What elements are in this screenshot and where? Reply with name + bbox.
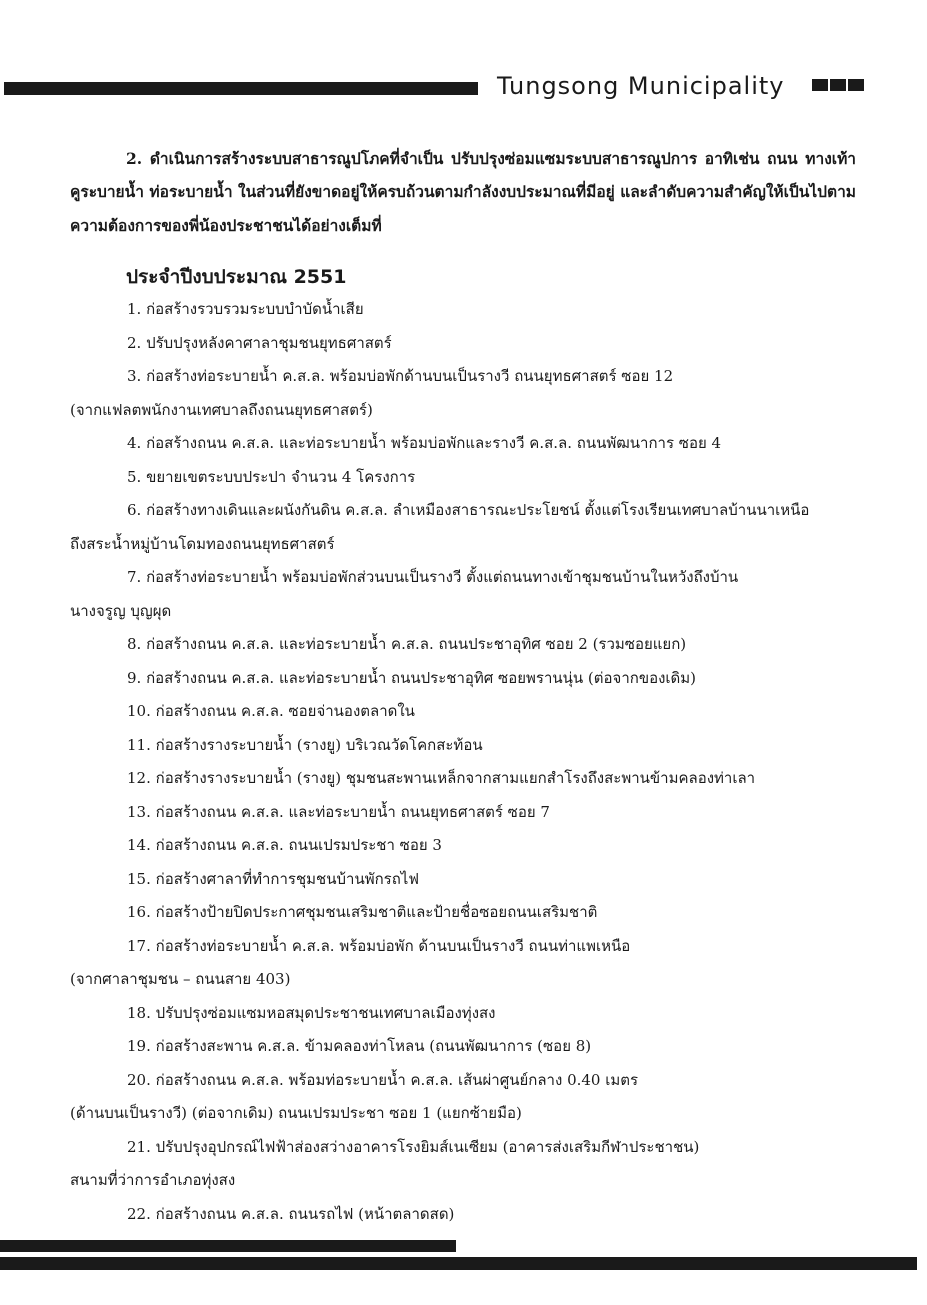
list-item: 15. ก่อสร้างศาลาที่ทำการชุมชนบ้านพักรถไฟ <box>127 869 419 888</box>
list-item-continuation: (จากศาลาชุมชน – ถนนสาย 403) <box>70 970 291 988</box>
header-square <box>812 79 828 91</box>
list-item-continuation: ถึงสระน้ำหมู่บ้านโดมทองถนนยุทธศาสตร์ <box>70 534 335 553</box>
list-item: 10. ก่อสร้างถนน ค.ส.ล. ซอยจ่านองตลาดใน <box>127 702 415 720</box>
list-item: 17. ก่อสร้างท่อระบายน้ำ ค.ส.ล. พร้อมบ่อพัก ด้านบนเป็นรางวี ถนนท่าแพเหนือ <box>127 936 631 955</box>
list-item: 14. ก่อสร้างถนน ค.ส.ล. ถนนเปรมประชา ซอย 3 <box>127 836 442 854</box>
list-item: 2. ปรับปรุงหลังคาศาลาชุมชนยุทธศาสตร์ <box>127 333 392 352</box>
list-item: 16. ก่อสร้างป้ายปิดประกาศชุมชนเสริมชาติและป้ายชื่อซอยถนนเสริมชาติ <box>127 903 598 921</box>
list-item-continuation: นางจรูญ บุญผุด <box>70 601 172 620</box>
list-item: 9. ก่อสร้างถนน ค.ส.ล. และท่อระบายน้ำ ถนนประชาอุทิศ ซอยพรานนุ่น (ต่อจากของเดิม) <box>127 668 697 687</box>
header-square <box>830 79 846 91</box>
list-item: 20. ก่อสร้างถนน ค.ส.ล. พร้อมท่อระบายน้ำ ค.ส.ล. เส้นผ่าศูนย์กลาง 0.40 เมตร <box>127 1070 639 1089</box>
list-item: 18. ปรับปรุงซ่อมแซมหอสมุดประชาชนเทศบาลเมืองทุ่งสง <box>127 1003 496 1022</box>
list-item: 4. ก่อสร้างถนน ค.ส.ล. และท่อระบายน้ำ พร้อมบ่อพักและรางวี ค.ส.ล. ถนนพัฒนาการ ซอย 4 <box>127 434 722 452</box>
list-item-continuation: (ด้านบนเป็นรางวี) (ต่อจากเดิม) ถนนเปรมประชา ซอย 1 (แยกซ้ายมือ) <box>70 1104 522 1122</box>
list-item: 7. ก่อสร้างท่อระบายน้ำ พร้อมบ่อพักส่วนบนเป็นรางวี ตั้งแต่ถนนทางเข้าชุมชนบ้านในหวังถึงบ้าน <box>127 568 739 586</box>
list-item-continuation: สนามที่ว่าการอำเภอทุ่งสง <box>70 1171 236 1189</box>
section-heading: ประจำปีงบประมาณ 2551 <box>126 266 347 288</box>
intro-paragraph: 2. ดำเนินการสร้างระบบสาธารณูปโภคที่จำเป็น ปรับปรุงซ่อมแซมระบบสาธารณูปการ อาทิเช่น ถนน ทางเท้า คูระบายน้ำ ท่อระบายน้ำ ในส่วนที่ยังขาดอยู่ให้ครบถ้วนตามกำลังงบประมาณที่มีอยู่ และลำดับความสำคัญให้เป็นไปตามความต้องการของพี่น้องประชาชนได้อย่างเต็มที่ <box>70 148 856 235</box>
list-item-continuation: (จากแฟลตพนักงานเทศบาลถึงถนนยุทธศาสตร์) <box>70 400 373 419</box>
list-item: 12. ก่อสร้างรางระบายน้ำ (รางยู) ชุมชนสะพานเหล็กจากสามแยกสำโรงถึงสะพานข้ามคลองท่าเลา <box>127 769 756 787</box>
footer-rule-short <box>0 1240 456 1252</box>
list-item: 13. ก่อสร้างถนน ค.ส.ล. และท่อระบายน้ำ ถนนยุทธศาสตร์ ซอย 7 <box>127 802 550 821</box>
list-item: 19. ก่อสร้างสะพาน ค.ส.ล. ข้ามคลองท่าโหลน (ถนนพัฒนาการ (ซอย 8) <box>127 1037 592 1055</box>
list-item: 11. ก่อสร้างรางระบายน้ำ (รางยู) บริเวณวัดโคกสะท้อน <box>127 735 483 754</box>
list-item: 3. ก่อสร้างท่อระบายน้ำ ค.ส.ล. พร้อมบ่อพักด้านบนเป็นรางวี ถนนยุทธศาสตร์ ซอย 12 <box>127 367 674 385</box>
footer-rule-long <box>0 1257 917 1270</box>
list-item: 21. ปรับปรุงอุปกรณ์ไฟฟ้าส่องสว่างอาคารโรงยิมส์เนเซียม (อาคารส่งเสริมกีฬาประชาชน) <box>127 1137 700 1156</box>
project-list <box>70 293 870 1231</box>
list-item: 8. ก่อสร้างถนน ค.ส.ล. และท่อระบายน้ำ ค.ส.ล. ถนนประชาอุทิศ ซอย 2 (รวมซอยแยก) <box>127 635 687 653</box>
list-item: 22. ก่อสร้างถนน ค.ส.ล. ถนนรถไฟ (หน้าตลาดสด) <box>127 1204 455 1223</box>
page-header-title: Tungsong Municipality <box>497 72 785 100</box>
header-square <box>848 79 864 91</box>
header-squares-decoration <box>812 79 864 91</box>
list-item: 1. ก่อสร้างรวบรวมระบบบำบัดน้ำเสีย <box>127 300 364 318</box>
list-item: 5. ขยายเขตระบบประปา จำนวน 4 โครงการ <box>127 467 416 486</box>
list-item: 6. ก่อสร้างทางเดินและผนังกันดิน ค.ส.ล. ลำเหมืองสาธารณะประโยชน์ ตั้งแต่โรงเรียนเทศบาลบ้านนาเหนือ <box>127 501 810 519</box>
header-rule <box>4 82 478 95</box>
